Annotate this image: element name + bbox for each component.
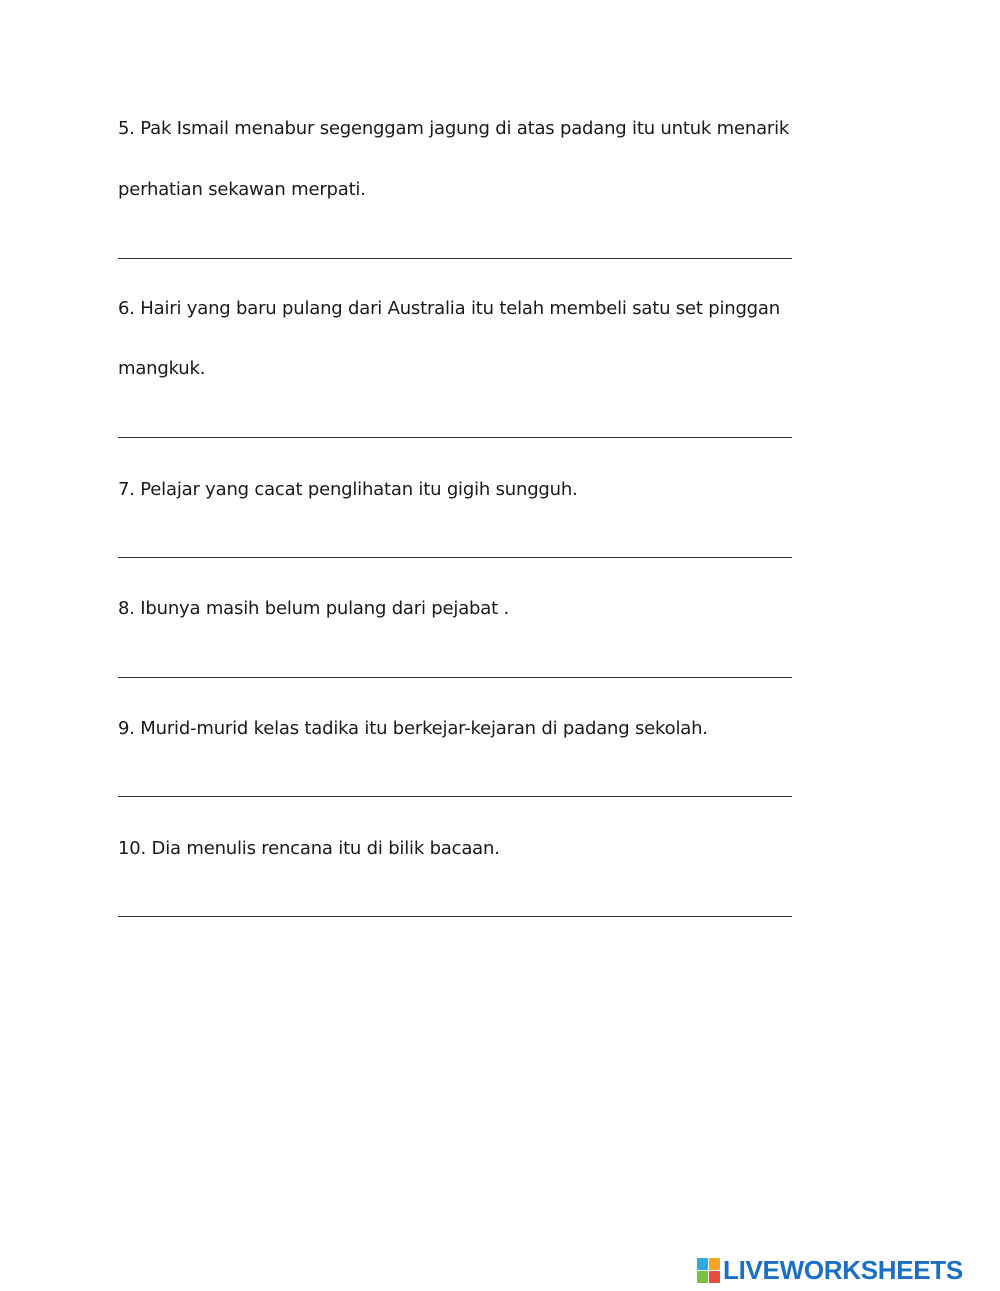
question-5-line-1: 5. Pak Ismail menabur segenggam jagung di atas padang itu untuk menarik: [118, 118, 790, 139]
answer-line-6[interactable]: [118, 437, 792, 438]
question-5-line-2: perhatian sekawan merpati.: [118, 179, 366, 200]
logo-square-v: [697, 1271, 708, 1283]
logo-square-i: [709, 1258, 720, 1270]
answer-line-7[interactable]: [118, 557, 792, 558]
liveworksheets-brand[interactable]: [697, 1256, 963, 1284]
liveworksheets-logo-icon: [697, 1258, 720, 1283]
answer-line-9[interactable]: [118, 796, 792, 797]
answer-line-10[interactable]: [118, 916, 792, 917]
answer-line-8[interactable]: [118, 677, 792, 678]
question-10-line-1: 10. Dia menulis rencana itu di bilik bacaan.: [118, 838, 500, 859]
question-8-line-1: 8. Ibunya masih belum pulang dari pejabat .: [118, 598, 509, 619]
brand-name: LIVEWORKSHEETS: [723, 1255, 963, 1285]
question-6-line-1: 6. Hairi yang baru pulang dari Australia itu telah membeli satu set pinggan: [118, 298, 780, 319]
question-6-line-2: mangkuk.: [118, 358, 206, 379]
logo-square-e: [709, 1271, 720, 1283]
question-9-line-1: 9. Murid-murid kelas tadika itu berkejar-kejaran di padang sekolah.: [118, 718, 708, 739]
logo-square-l: [697, 1258, 708, 1270]
question-7-line-1: 7. Pelajar yang cacat penglihatan itu gigih sungguh.: [118, 479, 578, 500]
answer-line-5[interactable]: [118, 258, 792, 259]
